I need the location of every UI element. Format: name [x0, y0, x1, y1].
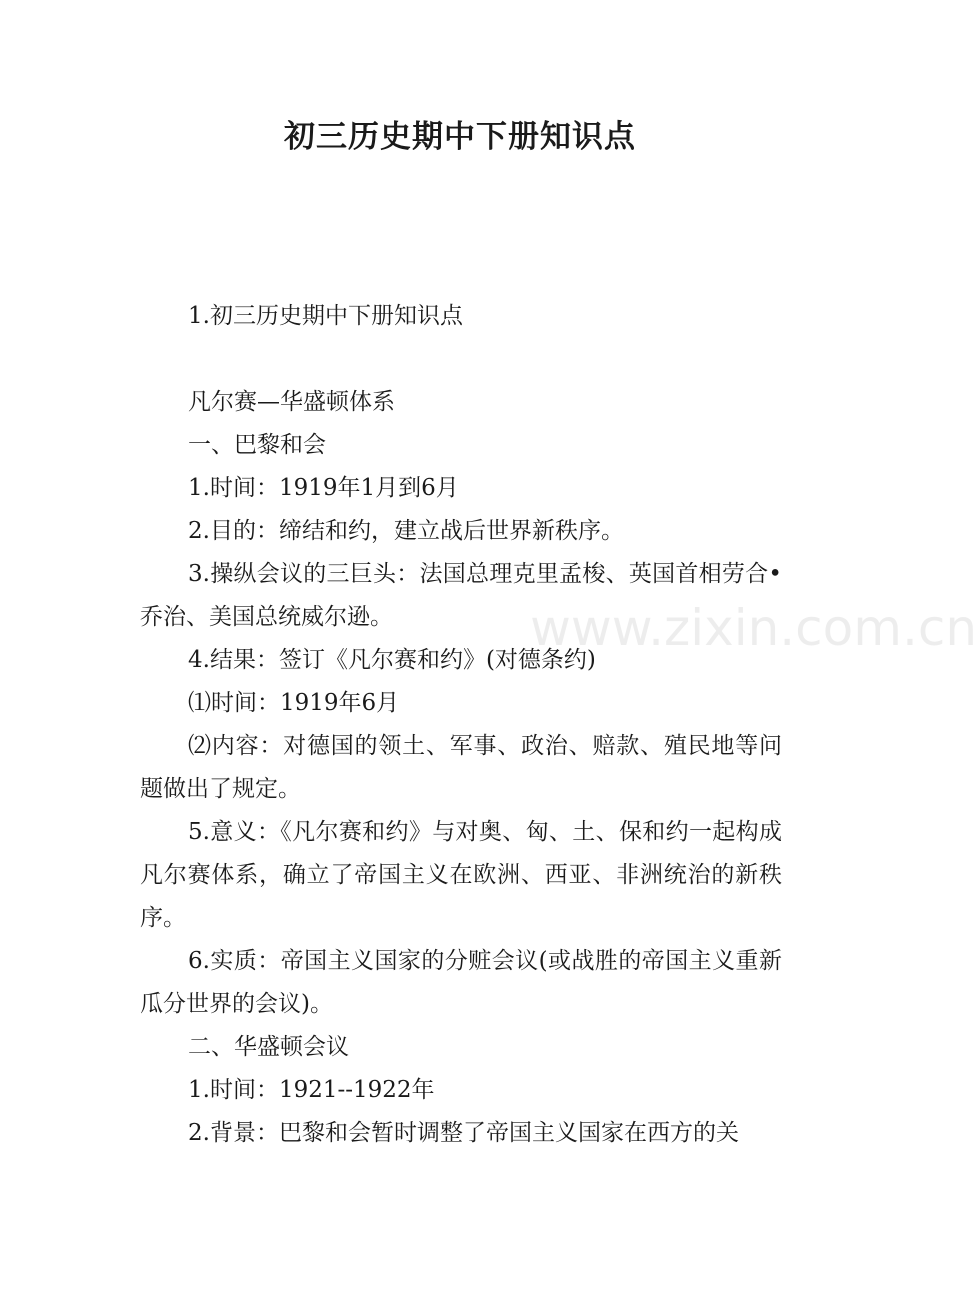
- paragraph-gap: [140, 338, 782, 381]
- paragraph-time: 1.时间：1919年1月到6月: [188, 475, 459, 501]
- watermark-text: www.zixin.com.cn: [530, 599, 977, 657]
- paragraph-treaty-content: ⑵内容：对德国的领土、军事、政治、赔款、殖民地等问题做出了规定。: [140, 733, 782, 802]
- paragraph-significance: 5.意义：《凡尔赛和约》与对奥、匈、土、保和约一起构成凡尔赛体系，确立了帝国主义在欧洲、西亚、非洲统治的新秩序。: [140, 819, 782, 931]
- paragraph-paris-conference: 一、巴黎和会: [188, 432, 326, 458]
- paragraph-essence: 6.实质：帝国主义国家的分赃会议(或战胜的帝国主义重新瓜分世界的会议)。: [140, 948, 782, 1017]
- paragraph-washington-conference: 二、华盛顿会议: [188, 1034, 349, 1060]
- paragraph-washington-time: 1.时间：1921--1922年: [188, 1077, 435, 1103]
- paragraph-result: 4.结果：签订《凡尔赛和约》(对德条约): [188, 647, 596, 673]
- paragraph-purpose: 2.目的：缔结和约，建立战后世界新秩序。: [188, 518, 624, 544]
- document-body: [140, 295, 782, 1155]
- paragraph-big-three: 3.操纵会议的三巨头：法国总理克里孟梭、英国首相劳合•乔治、美国总统威尔逊。: [140, 561, 782, 630]
- paragraph-1: 1.初三历史期中下册知识点: [188, 303, 463, 329]
- document-title: 初三历史期中下册知识点: [284, 119, 636, 155]
- paragraph-background: 2.背景：巴黎和会暂时调整了帝国主义国家在西方的关: [188, 1120, 739, 1146]
- paragraph-section-heading: 凡尔赛—华盛顿体系: [188, 389, 395, 415]
- paragraph-treaty-time: ⑴时间：1919年6月: [188, 690, 400, 716]
